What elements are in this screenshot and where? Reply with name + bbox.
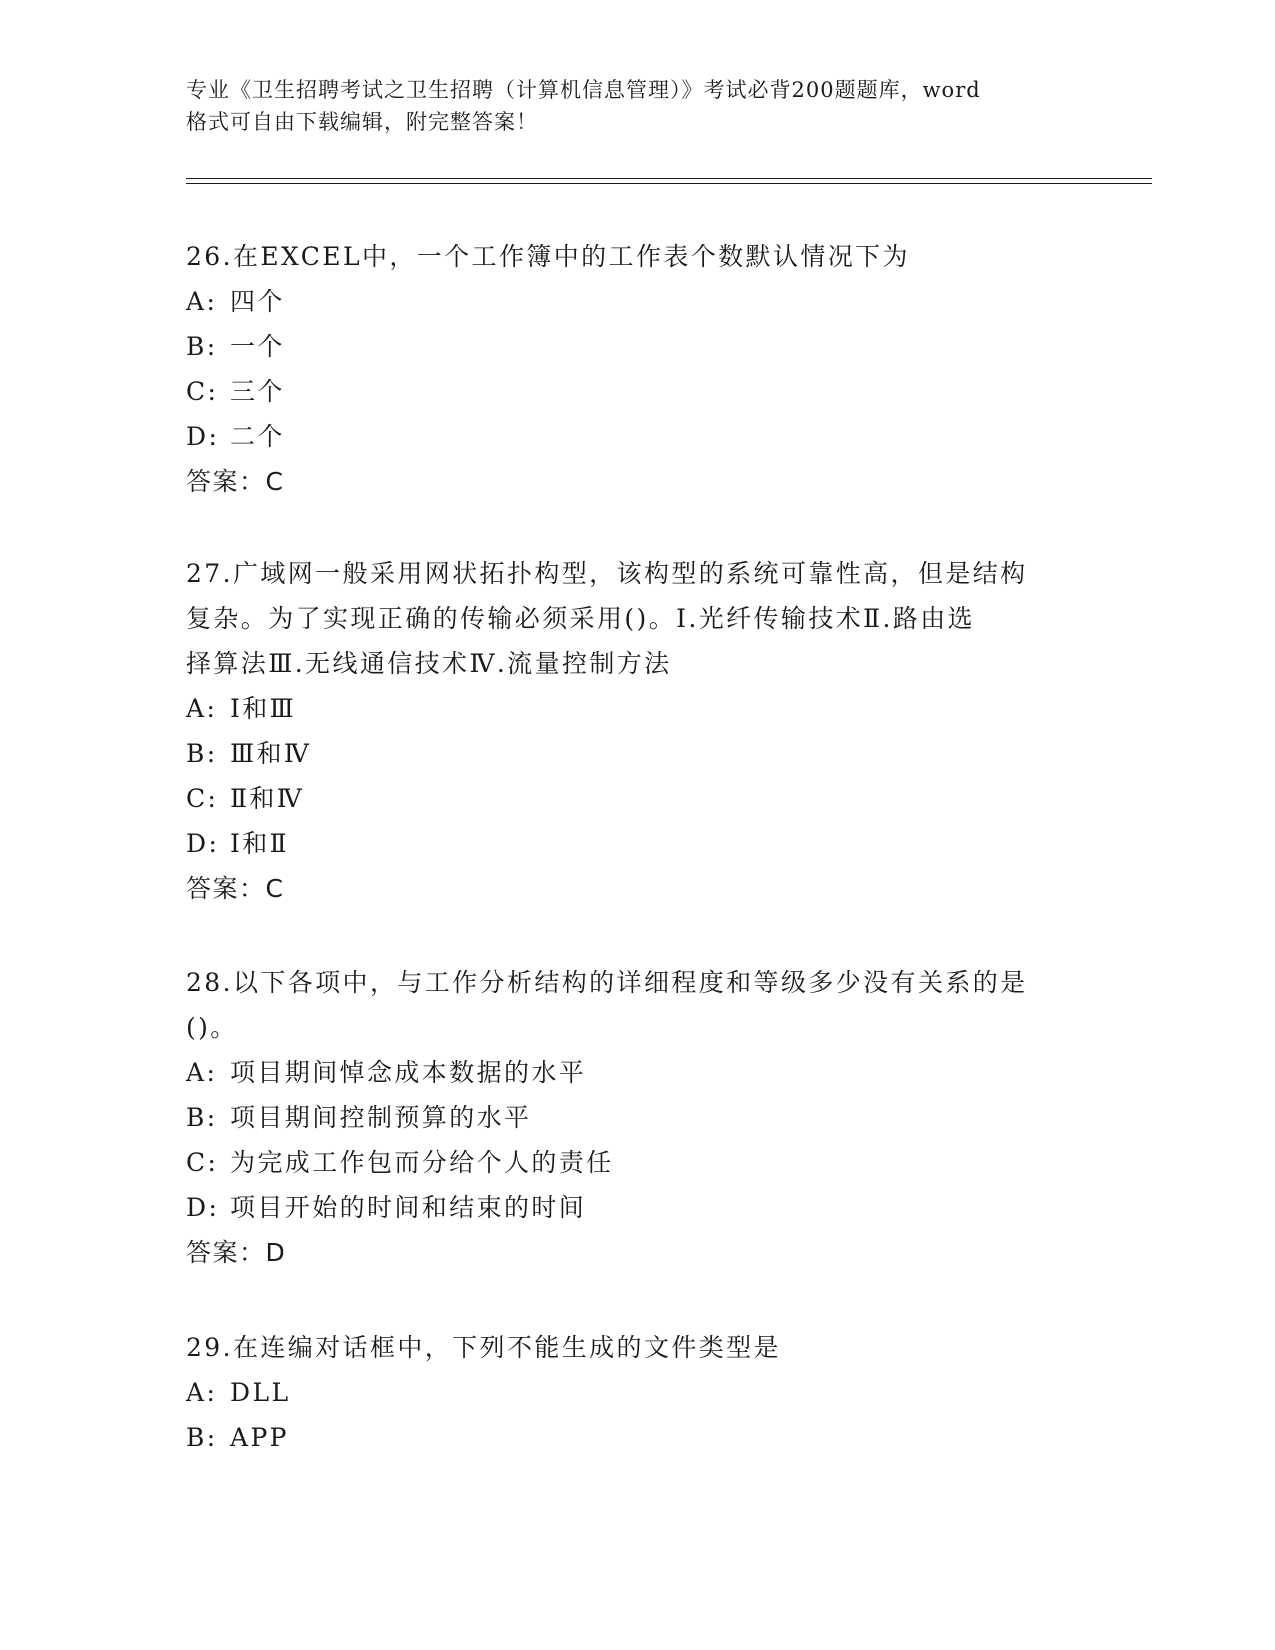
header-divider xyxy=(186,183,1152,184)
question-text: 27.广域网一般采用网状拓扑构型，该构型的系统可靠性高，但是结构 xyxy=(186,559,1028,588)
option-c xyxy=(186,369,1086,414)
question-block xyxy=(186,234,1086,504)
option-text: 一个 xyxy=(230,332,285,361)
option-a xyxy=(186,1050,1086,1095)
option-key: B: xyxy=(186,1423,218,1452)
document-header xyxy=(186,74,1086,138)
question-text: 26.在EXCEL中，一个工作簿中的工作表个数默认情况下为 xyxy=(186,242,910,271)
question-text: 29.在连编对话框中，下列不能生成的文件类型是 xyxy=(186,1333,781,1362)
answer-text: 答案：C xyxy=(186,874,285,903)
option-b xyxy=(186,324,1086,369)
option-a xyxy=(186,686,1086,731)
option-key: A: xyxy=(186,1058,218,1087)
header-line: 专业《卫生招聘考试之卫生招聘（计算机信息管理）》考试必背200题题库，word xyxy=(186,78,981,102)
option-text: 项目期间悼念成本数据的水平 xyxy=(230,1058,587,1087)
option-a xyxy=(186,279,1086,324)
option-text: 为完成工作包而分给个人的责任 xyxy=(230,1148,614,1177)
option-key: B: xyxy=(186,1103,218,1132)
option-d xyxy=(186,414,1086,459)
header-line: 格式可自由下载编辑，附完整答案！ xyxy=(186,110,538,134)
option-b xyxy=(186,1415,1086,1460)
question-text: 28.以下各项中，与工作分析结构的详细程度和等级多少没有关系的是 xyxy=(186,968,1028,997)
option-key: B: xyxy=(186,739,218,768)
option-text: Ⅱ和Ⅳ xyxy=(230,784,305,813)
question-block xyxy=(186,960,1086,1275)
option-a xyxy=(186,1370,1086,1415)
option-text: Ⅰ和Ⅱ xyxy=(230,829,290,858)
option-text: 二个 xyxy=(230,422,285,451)
option-text: 项目开始的时间和结束的时间 xyxy=(230,1193,587,1222)
option-text: 三个 xyxy=(230,377,285,406)
option-c xyxy=(186,1140,1086,1185)
option-b xyxy=(186,731,1086,776)
option-text: APP xyxy=(230,1423,289,1452)
option-key: D: xyxy=(186,1193,220,1222)
question-text: 复杂。为了实现正确的传输必须采用()。Ⅰ.光纤传输技术Ⅱ.路由选 xyxy=(186,604,976,633)
question-text: 择算法Ⅲ.无线通信技术Ⅳ.流量控制方法 xyxy=(186,649,672,678)
option-text: Ⅰ和Ⅲ xyxy=(230,694,297,723)
answer-text: 答案：C xyxy=(186,467,285,496)
question-text: ()。 xyxy=(186,1013,238,1042)
option-c xyxy=(186,776,1086,821)
option-text: 四个 xyxy=(230,287,285,316)
option-b xyxy=(186,1095,1086,1140)
answer-text: 答案：D xyxy=(186,1238,287,1267)
option-d xyxy=(186,1185,1086,1230)
option-key: C: xyxy=(186,784,219,813)
option-key: A: xyxy=(186,287,218,316)
option-d xyxy=(186,821,1086,866)
option-text: 项目期间控制预算的水平 xyxy=(230,1103,532,1132)
option-text: DLL xyxy=(230,1378,291,1407)
option-key: C: xyxy=(186,1148,219,1177)
option-key: A: xyxy=(186,1378,218,1407)
header-divider xyxy=(186,178,1152,179)
option-key: A: xyxy=(186,694,218,723)
option-key: D: xyxy=(186,422,220,451)
question-block xyxy=(186,551,1086,911)
option-key: D: xyxy=(186,829,220,858)
option-text: Ⅲ和Ⅳ xyxy=(230,739,312,768)
option-key: B: xyxy=(186,332,218,361)
option-key: C: xyxy=(186,377,219,406)
question-block xyxy=(186,1325,1086,1460)
